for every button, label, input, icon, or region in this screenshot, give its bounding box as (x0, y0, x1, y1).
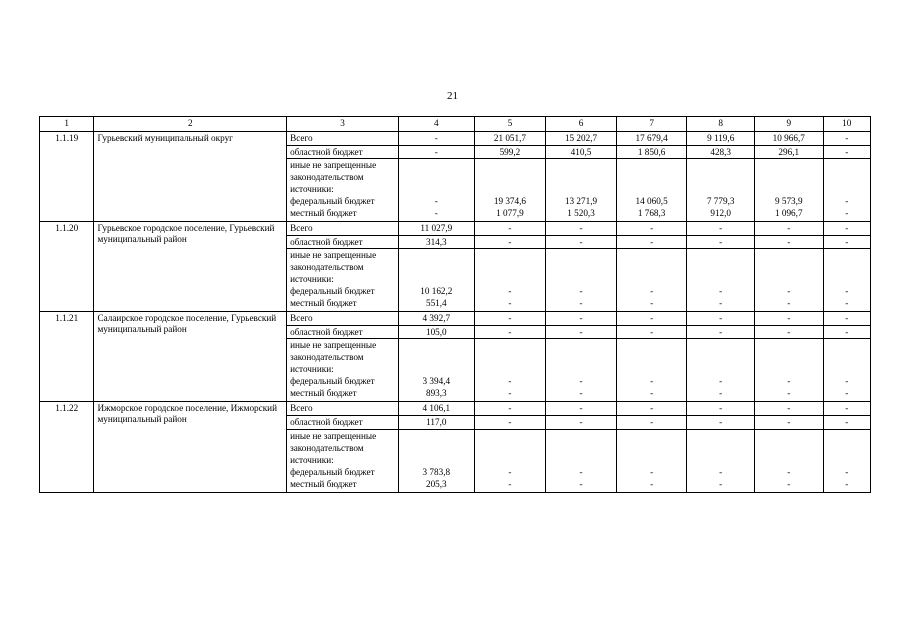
total-value: - (546, 222, 617, 236)
total-value: 17 679,4 (616, 132, 687, 146)
source-values-cell (399, 339, 475, 402)
federal-budget-label: федеральный бюджет (290, 286, 375, 297)
regional-budget-value: 314,3 (399, 235, 475, 249)
local-budget-value: - (845, 478, 849, 489)
other-sources-label: иные не запрещенные (290, 340, 377, 351)
federal-budget-value: - (650, 466, 654, 477)
table-row (40, 222, 871, 236)
federal-budget-value: - (845, 196, 849, 207)
regional-budget-value: - (616, 325, 687, 339)
federal-budget-value: - (719, 466, 723, 477)
regional-budget-value: 117,0 (399, 416, 475, 430)
local-budget-value: - (434, 208, 438, 219)
other-sources-label: иные не запрещенные (290, 430, 377, 441)
local-budget-value: - (508, 388, 512, 399)
federal-budget-value: - (579, 466, 583, 477)
total-value: - (399, 132, 475, 146)
total-value: - (687, 312, 755, 326)
regional-budget-value: - (474, 235, 546, 249)
other-sources-label: законодательством (290, 262, 364, 273)
local-budget-value: - (845, 208, 849, 219)
total-label: Всего (287, 222, 399, 236)
local-budget-value: 551,4 (425, 298, 447, 309)
local-budget-value: 1 096,7 (774, 208, 803, 219)
table-row (40, 132, 871, 146)
column-header: 7 (616, 117, 687, 132)
local-budget-value: - (579, 478, 583, 489)
local-budget-value: - (719, 388, 723, 399)
regional-budget-label: областной бюджет (287, 145, 399, 159)
local-budget-value: - (650, 478, 654, 489)
municipality-name: Гурьевское городское поселение, Гурьевский муниципальный район (94, 222, 287, 312)
source-values-cell (546, 159, 617, 222)
other-sources-label: иные не запрещенные (290, 250, 377, 261)
other-sources-label: источники: (290, 454, 334, 465)
source-values-cell (754, 429, 823, 492)
regional-budget-value: - (823, 145, 870, 159)
regional-budget-value: 1 850,6 (616, 145, 687, 159)
local-budget-value: - (650, 388, 654, 399)
column-header: 2 (94, 117, 287, 132)
regional-budget-value: - (474, 325, 546, 339)
federal-budget-value: - (579, 376, 583, 387)
municipality-name: Гурьевский муниципальный округ (94, 132, 287, 222)
total-value: - (823, 402, 870, 416)
regional-budget-value: 296,1 (754, 145, 823, 159)
regional-budget-value: - (823, 416, 870, 430)
federal-budget-value: 19 374,6 (493, 196, 526, 207)
total-value: - (754, 402, 823, 416)
total-value: - (687, 222, 755, 236)
source-values-cell (687, 339, 755, 402)
other-sources-label: законодательством (290, 172, 364, 183)
total-value: 10 966,7 (754, 132, 823, 146)
local-budget-value: - (579, 298, 583, 309)
total-value: - (546, 402, 617, 416)
regional-budget-value: - (399, 145, 475, 159)
total-label: Всего (287, 402, 399, 416)
source-values-cell (754, 249, 823, 312)
regional-budget-value: - (546, 416, 617, 430)
federal-budget-label: федеральный бюджет (290, 196, 375, 207)
total-value: - (546, 312, 617, 326)
source-values-cell (616, 249, 687, 312)
total-value: - (616, 402, 687, 416)
source-values-cell (474, 339, 546, 402)
regional-budget-value: - (687, 325, 755, 339)
source-values-cell (399, 429, 475, 492)
local-budget-value: 912,0 (710, 208, 732, 219)
local-budget-value: - (719, 478, 723, 489)
source-values-cell (399, 249, 475, 312)
federal-budget-value: - (845, 376, 849, 387)
municipality-name: Салаирское городское поселение, Гурьевский муниципальный район (94, 312, 287, 402)
header-row (40, 117, 871, 132)
column-header: 3 (287, 117, 399, 132)
source-values-cell (687, 249, 755, 312)
federal-budget-value: 14 060,5 (635, 196, 668, 207)
regional-budget-value: 410,5 (546, 145, 617, 159)
source-values-cell (546, 249, 617, 312)
federal-budget-value: - (845, 466, 849, 477)
local-budget-value: - (787, 298, 791, 309)
local-budget-value: 893,3 (425, 388, 447, 399)
total-value: - (474, 402, 546, 416)
budget-table (39, 116, 871, 493)
source-values-cell (823, 339, 870, 402)
total-value: - (754, 312, 823, 326)
local-budget-value: 1 077,9 (496, 208, 524, 219)
other-sources-label: законодательством (290, 442, 364, 453)
other-sources-cell (287, 159, 399, 222)
source-values-cell (399, 159, 475, 222)
source-values-cell (754, 339, 823, 402)
local-budget-value: - (508, 478, 512, 489)
regional-budget-value: - (754, 325, 823, 339)
federal-budget-value: - (650, 286, 654, 297)
source-values-cell (687, 159, 755, 222)
local-budget-value: - (787, 388, 791, 399)
other-sources-label: иные не запрещенные (290, 160, 377, 171)
regional-budget-label: областной бюджет (287, 416, 399, 430)
local-budget-label: местный бюджет (290, 388, 357, 399)
local-budget-value: - (579, 388, 583, 399)
column-header: 8 (687, 117, 755, 132)
regional-budget-value: - (687, 416, 755, 430)
total-label: Всего (287, 312, 399, 326)
source-values-cell (687, 429, 755, 492)
local-budget-label: местный бюджет (290, 298, 357, 309)
federal-budget-label: федеральный бюджет (290, 376, 375, 387)
total-label: Всего (287, 132, 399, 146)
other-sources-label: источники: (290, 364, 334, 375)
local-budget-value: - (650, 298, 654, 309)
federal-budget-value: 3 394,4 (422, 376, 451, 387)
local-budget-value: 1 768,3 (637, 208, 666, 219)
regional-budget-value: - (754, 235, 823, 249)
table-row (40, 312, 871, 326)
other-sources-cell (287, 249, 399, 312)
source-values-cell (616, 429, 687, 492)
column-header: 4 (399, 117, 475, 132)
total-value: 4 392,7 (399, 312, 475, 326)
other-sources-label: источники: (290, 274, 334, 285)
source-values-cell (616, 159, 687, 222)
regional-budget-value: - (823, 235, 870, 249)
source-values-cell (754, 159, 823, 222)
other-sources-cell (287, 339, 399, 402)
total-value: - (616, 312, 687, 326)
federal-budget-label: федеральный бюджет (290, 466, 375, 477)
local-budget-value: - (787, 478, 791, 489)
total-value: 9 119,6 (687, 132, 755, 146)
total-value: 15 202,7 (546, 132, 617, 146)
federal-budget-value: - (508, 466, 512, 477)
source-values-cell (474, 159, 546, 222)
total-value: - (687, 402, 755, 416)
regional-budget-label: областной бюджет (287, 235, 399, 249)
regional-budget-value: - (823, 325, 870, 339)
federal-budget-value: - (508, 376, 512, 387)
total-value: - (754, 222, 823, 236)
other-sources-cell (287, 429, 399, 492)
total-value: - (474, 312, 546, 326)
column-header: 6 (546, 117, 617, 132)
column-header: 9 (754, 117, 823, 132)
regional-budget-value: - (687, 235, 755, 249)
total-value: - (823, 132, 870, 146)
other-sources-label: источники: (290, 184, 334, 195)
total-value: - (823, 312, 870, 326)
column-header: 10 (823, 117, 870, 132)
regional-budget-value: - (616, 235, 687, 249)
federal-budget-value: - (719, 286, 723, 297)
column-header: 5 (474, 117, 546, 132)
local-budget-value: - (719, 298, 723, 309)
total-value: - (616, 222, 687, 236)
regional-budget-value: 428,3 (687, 145, 755, 159)
total-value: 11 027,9 (399, 222, 475, 236)
row-code: 1.1.22 (40, 402, 94, 492)
regional-budget-value: 105,0 (399, 325, 475, 339)
total-value: 21 051,7 (474, 132, 546, 146)
regional-budget-value: 599,2 (474, 145, 546, 159)
federal-budget-value: - (787, 466, 791, 477)
other-sources-label: законодательством (290, 352, 364, 363)
local-budget-label: местный бюджет (290, 478, 357, 489)
source-values-cell (823, 429, 870, 492)
federal-budget-value: 3 783,8 (422, 466, 451, 477)
federal-budget-value: - (579, 286, 583, 297)
source-values-cell (823, 159, 870, 222)
federal-budget-value: - (434, 196, 438, 207)
federal-budget-value: - (650, 376, 654, 387)
row-code: 1.1.21 (40, 312, 94, 402)
local-budget-value: - (508, 298, 512, 309)
local-budget-value: - (845, 298, 849, 309)
federal-budget-value: 13 271,9 (564, 196, 598, 207)
column-header: 1 (40, 117, 94, 132)
regional-budget-label: областной бюджет (287, 325, 399, 339)
regional-budget-value: - (754, 416, 823, 430)
federal-budget-value: - (719, 376, 723, 387)
federal-budget-value: - (787, 286, 791, 297)
page-number: 21 (447, 90, 458, 102)
municipality-name: Ижморское городское поселение, Ижморский муниципальный район (94, 402, 287, 492)
source-values-cell (616, 339, 687, 402)
federal-budget-value: - (845, 286, 849, 297)
regional-budget-value: - (474, 416, 546, 430)
local-budget-label: местный бюджет (290, 208, 357, 219)
local-budget-value: 205,3 (425, 478, 447, 489)
source-values-cell (474, 429, 546, 492)
total-value: - (823, 222, 870, 236)
source-values-cell (546, 429, 617, 492)
regional-budget-value: - (546, 235, 617, 249)
table-row (40, 402, 871, 416)
federal-budget-value: 7 779,3 (706, 196, 735, 207)
source-values-cell (474, 249, 546, 312)
regional-budget-value: - (616, 416, 687, 430)
federal-budget-value: 9 573,9 (774, 196, 803, 207)
federal-budget-value: - (508, 286, 512, 297)
row-code: 1.1.20 (40, 222, 94, 312)
source-values-cell (823, 249, 870, 312)
federal-budget-value: 10 162,2 (420, 286, 453, 297)
federal-budget-value: - (787, 376, 791, 387)
total-value: 4 106,1 (399, 402, 475, 416)
local-budget-value: - (845, 388, 849, 399)
source-values-cell (546, 339, 617, 402)
row-code: 1.1.19 (40, 132, 94, 222)
total-value: - (474, 222, 546, 236)
local-budget-value: 1 520,3 (567, 208, 595, 219)
regional-budget-value: - (546, 325, 617, 339)
